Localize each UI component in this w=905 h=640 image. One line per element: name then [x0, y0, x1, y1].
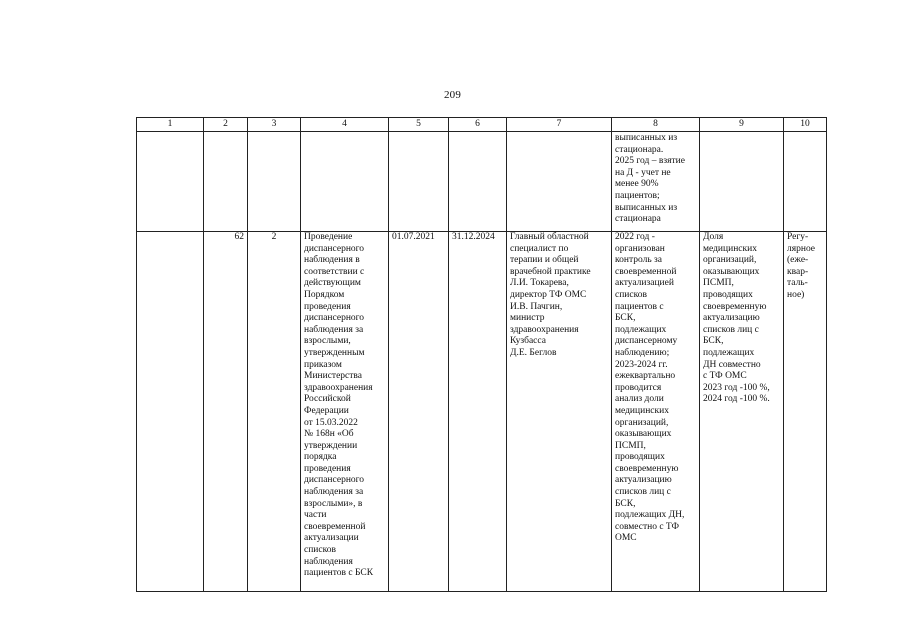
table-cell — [248, 132, 301, 232]
column-number-6: 6 — [449, 118, 507, 132]
start-date-cell: 01.07.2021 — [389, 232, 449, 592]
column-number-7: 7 — [507, 118, 612, 132]
column-number-9: 9 — [700, 118, 784, 132]
column-number-10: 10 — [784, 118, 827, 132]
results-cell: 2022 год - организован контроль за своевременной актуализацией списков пациентов с БСК, подлежащих диспансерному наблюдению; 2023-2024 гг. ежеквартально проводится анализ доли медицинских организаций, оказывающих ПСМП, проводящих своевременную актуализацию списков лиц с БСК, подлежащих ДН, совместно с ТФ ОМС — [612, 232, 700, 592]
table-cell — [449, 132, 507, 232]
table-header-row — [137, 118, 827, 132]
table-row-continuation — [137, 132, 827, 232]
table-row — [137, 232, 827, 592]
table-cell — [784, 132, 827, 232]
results-cell: выписанных из стационара. 2025 год – взятие на Д - учет не менее 90% пациентов; выписанных из стационара — [612, 132, 700, 232]
column-number-5: 5 — [389, 118, 449, 132]
activity-description-cell: Проведение диспансерного наблюдения в соответствии с действующим Порядком проведения диспансерного наблюдения за взрослыми, утвержденным приказом Министерства здравоохранения Российской Федерации от 15.03.2022 № 168н «Об утверждении порядка проведения диспансерного наблюдения за взрослыми», в части своевременной актуализации списков наблюдения пациентов с БСК — [301, 232, 389, 592]
table-cell — [137, 132, 204, 232]
page-number: 209 — [443, 89, 462, 101]
table-cell — [389, 132, 449, 232]
plan-table — [136, 117, 827, 592]
table-cell — [137, 232, 204, 592]
column-number-1: 1 — [137, 118, 204, 132]
end-date-cell: 31.12.2024 — [449, 232, 507, 592]
table-cell — [507, 132, 612, 232]
responsible-persons-cell: Главный областной специалист по терапии и общей врачебной практике Л.И. Токарева, директор ТФ ОМС И.В. Пачгин, министр здравоохранения Кузбасса Д.Е. Беглов — [507, 232, 612, 592]
column-number-2: 2 — [204, 118, 248, 132]
frequency-cell: Регу- лярное (еже- квар- таль- ное) — [784, 232, 827, 592]
row-number-cell: 62 — [204, 232, 248, 592]
table-cell — [301, 132, 389, 232]
table-cell — [204, 132, 248, 232]
table-cell — [700, 132, 784, 232]
column-number-4: 4 — [301, 118, 389, 132]
indicator-cell: Доля медицинских организаций, оказывающих ПСМП, проводящих своевременную актуализацию списков лиц с БСК, подлежащих ДН совместно с ТФ ОМС 2023 год -100 %, 2024 год -100 %. — [700, 232, 784, 592]
subitem-number-cell: 2 — [248, 232, 301, 592]
column-number-3: 3 — [248, 118, 301, 132]
column-number-8: 8 — [612, 118, 700, 132]
